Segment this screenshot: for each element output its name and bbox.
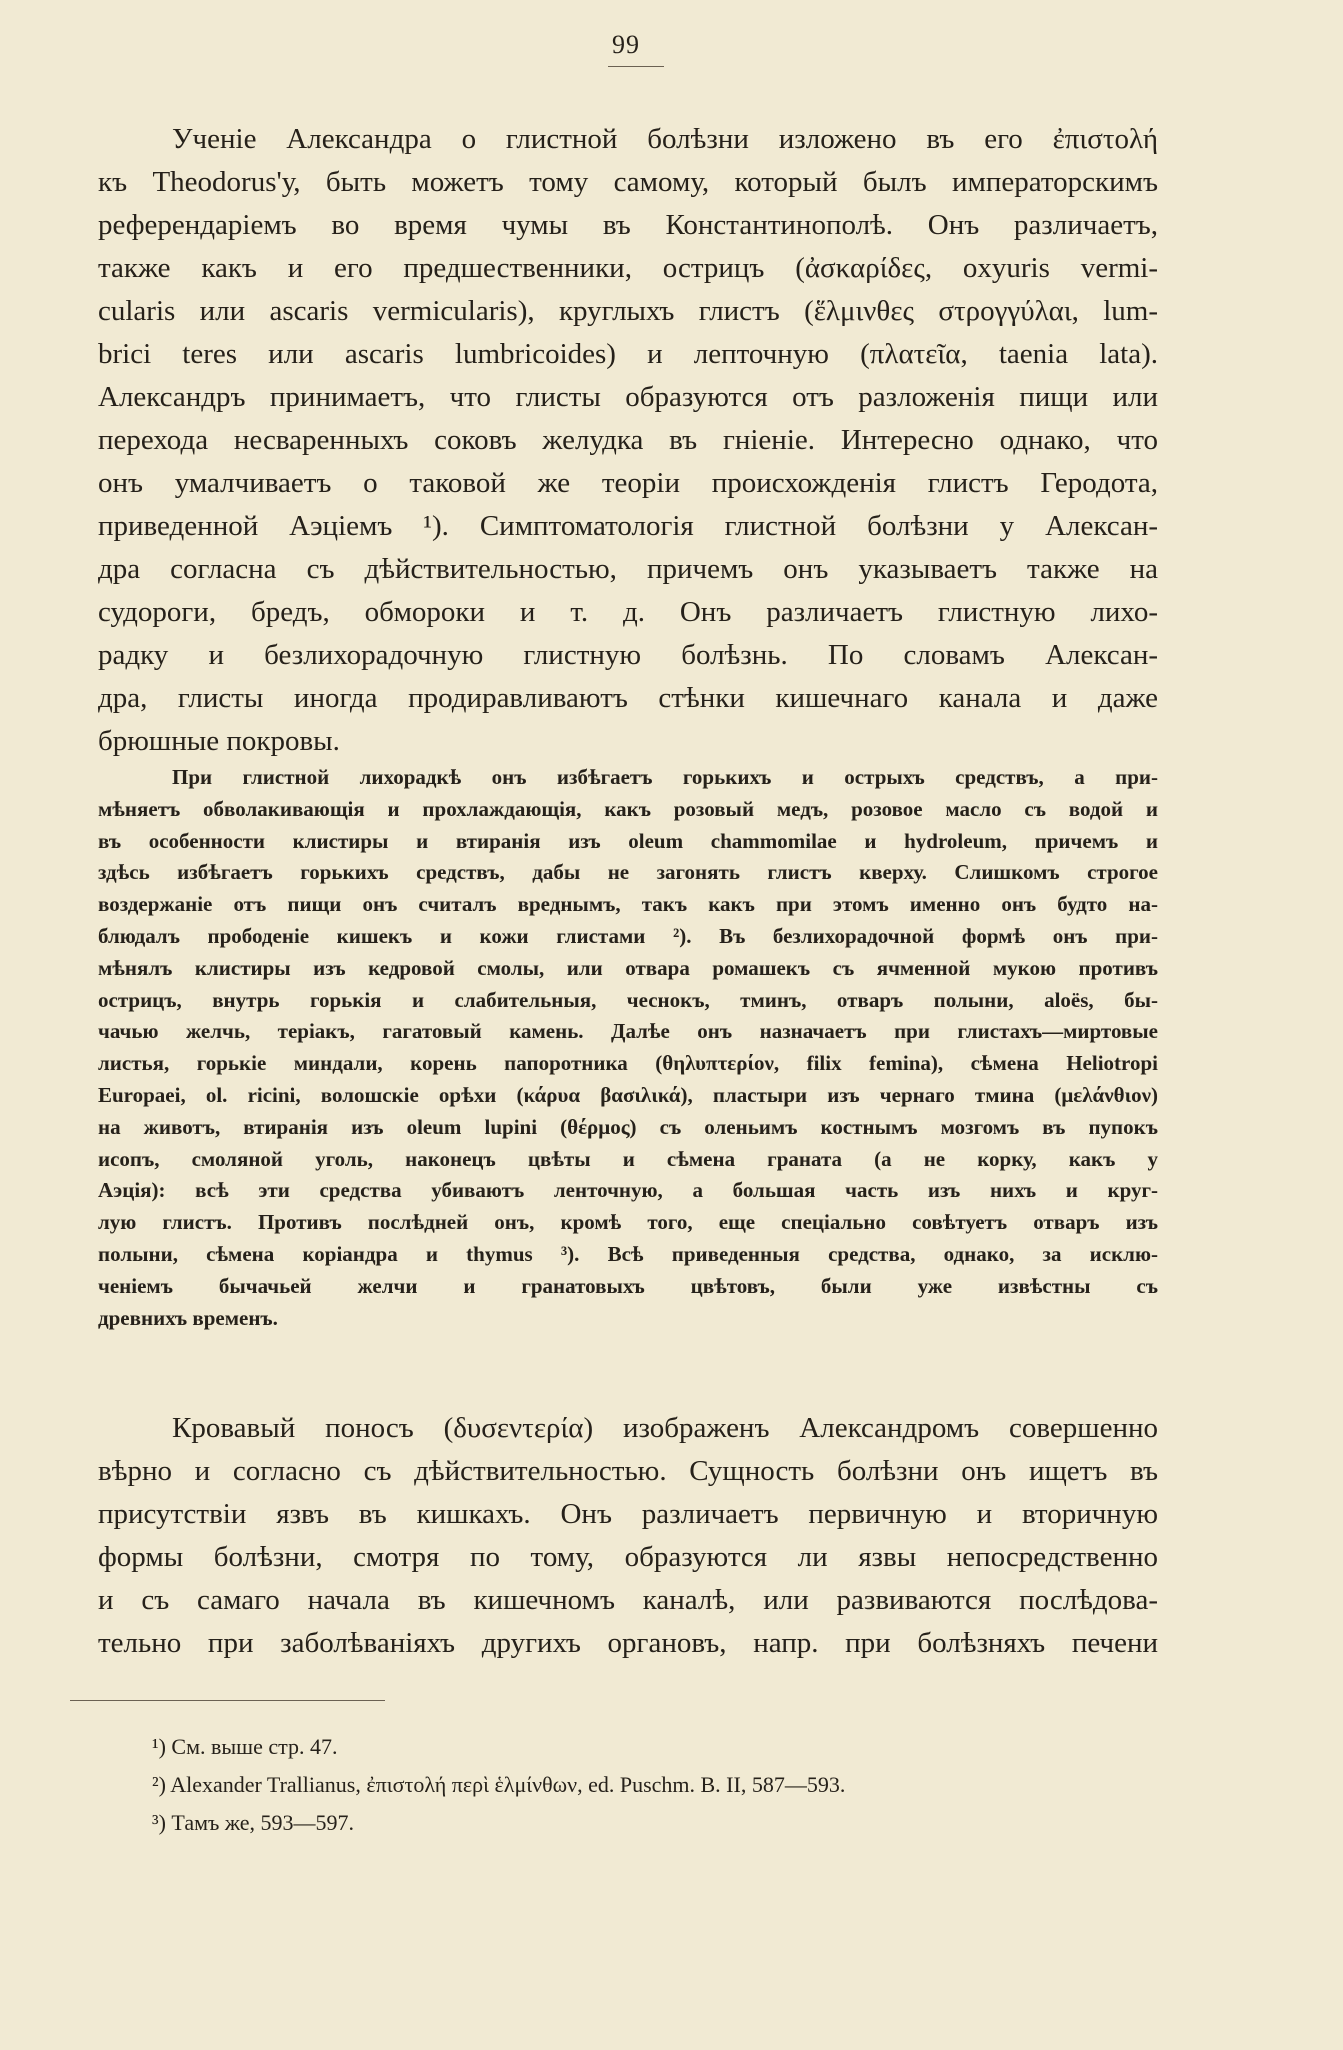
text-line: дра согласна съ дѣйствительностью, причемъ онъ указываетъ также на bbox=[98, 553, 1158, 585]
footnote: ³) Тамъ же, 593—597. bbox=[152, 1810, 355, 1835]
text-line: Аэція): всѣ эти средства убиваютъ ленточную, а большая часть изъ нихъ и круг- bbox=[98, 1178, 1158, 1203]
text-line: онъ умалчиваетъ о таковой же теоріи происхожденія глистъ Геродота, bbox=[98, 467, 1158, 499]
text-line: тельно при заболѣваніяхъ другихъ органовъ, напр. при болѣзняхъ печени bbox=[98, 1627, 1158, 1659]
text-line: исопъ, смоляной уголь, наконецъ цвѣты и сѣмена граната (а не корку, какъ у bbox=[98, 1146, 1158, 1171]
text-line: судороги, бредъ, обмороки и т. д. Онъ различаетъ глистную лихо- bbox=[98, 596, 1158, 628]
text-line: чачью желчь, теріакъ, гагатовый камень. Далѣе онъ назначаетъ при глистахъ—миртовые bbox=[98, 1019, 1158, 1044]
footnote: ¹) См. выше стр. 47. bbox=[152, 1734, 338, 1759]
text-line: Александръ принимаетъ, что глисты образуются отъ разложенія пищи или bbox=[98, 381, 1158, 413]
text-line: лую глистъ. Противъ послѣдней онъ, кромѣ того, еще спеціально совѣтуетъ отваръ изъ bbox=[98, 1210, 1158, 1235]
text-line: острицъ, внутрь горькія и слабительныя, чеснокъ, тминъ, отваръ полыни, aloës, бы- bbox=[98, 987, 1158, 1012]
footnote-rule bbox=[70, 1700, 385, 1701]
text-line: также какъ и его предшественники, острицъ (ἀσκαρίδες, oxyuris vermi- bbox=[98, 252, 1158, 284]
paragraph-dysentery bbox=[98, 1407, 1158, 1665]
text-line: здѣсь избѣгаетъ горькихъ средствъ, дабы не загонять глистъ кверху. Слишкомъ строгое bbox=[98, 860, 1158, 885]
text-line: При глистной лихорадкѣ онъ избѣгаетъ горькихъ и острыхъ средствъ, а при- bbox=[172, 765, 1158, 789]
text-line: brici teres или ascaris lumbricoides) и лепточную (πλατεῖα, taenia lata). bbox=[98, 338, 1158, 370]
text-line: къ Theodorus'у, быть можетъ тому самому, который былъ императорскимъ bbox=[98, 166, 1158, 198]
text-line: формы болѣзни, смотря по тому, образуются ли язвы непосредственно bbox=[98, 1541, 1158, 1573]
text-line: дра, глисты иногда продиравливаютъ стѣнки кишечнаго канала и даже bbox=[98, 682, 1158, 714]
text-line: листья, горькіе миндали, корень папоротника (θηλυπτερίον, filix femina), сѣмена Heliotropi bbox=[98, 1051, 1158, 1076]
paragraph-helminths bbox=[98, 118, 1158, 763]
text-line: блюдалъ прободеніе кишекъ и кожи глистами ²). Въ безлихорадочной формѣ онъ при- bbox=[98, 923, 1158, 948]
text-line: на животъ, втиранія изъ oleum lupini (θέρμος) съ оленьимъ костнымъ мозгомъ въ пупокъ bbox=[98, 1114, 1158, 1139]
text-line: полыни, сѣмена коріандра и thymus ³). Всѣ приведенныя средства, однако, за исклю- bbox=[98, 1241, 1158, 1266]
footnote: ²) Alexander Trallianus, ἐπιστολή περὶ ἑλμίνθων, ed. Puschm. B. II, 587—593. bbox=[152, 1772, 846, 1797]
text-line: референдаріемъ во время чумы въ Константинополѣ. Онъ различаетъ, bbox=[98, 209, 1158, 241]
text-line: радку и безлихорадочную глистную болѣзнь. По словамъ Алексан- bbox=[98, 639, 1158, 671]
text-line: присутствіи язвъ въ кишкахъ. Онъ различаетъ первичную и вторичную bbox=[98, 1498, 1158, 1530]
text-line: Ученіе Александра о глистной болѣзни изложено въ его ἐπιστολή bbox=[172, 123, 1158, 155]
text-line: брюшные покровы. bbox=[98, 725, 340, 757]
text-line: древнихъ временъ. bbox=[98, 1305, 278, 1330]
footnotes bbox=[152, 1728, 845, 1842]
text-line: перехода несваренныхъ соковъ желудка въ гніеніе. Интересно однако, что bbox=[98, 424, 1158, 456]
text-line: воздержаніе отъ пищи онъ считалъ вреднымъ, такъ какъ при этомъ именно онъ будто на- bbox=[98, 892, 1158, 917]
text-line: мѣнялъ клистиры изъ кедровой смолы, или отвара ромашекъ съ ячменной мукою противъ bbox=[98, 955, 1158, 980]
text-line: Europaei, ol. ricini, волошскіе орѣхи (κάρυα βασιλικά), пластыри изъ чернаго тмина (μελάνθιον) bbox=[98, 1082, 1158, 1107]
text-line: въ особенности клистиры и втиранія изъ oleum chammomilae и hydroleum, причемъ и bbox=[98, 828, 1158, 853]
text-line: приведенной Аэціемъ ¹). Симптоматологія глистной болѣзни у Алексан- bbox=[98, 510, 1158, 542]
text-line: cularis или ascaris vermicularis), круглыхъ глистъ (ἕλμινθες στρογγύλαι, lum- bbox=[98, 295, 1158, 327]
text-line: и съ самаго начала въ кишечномъ каналѣ, или развиваются послѣдова- bbox=[98, 1584, 1158, 1616]
text-line: мѣняетъ обволакивающія и прохлаждающія, какъ розовый медъ, розовое масло съ водой и bbox=[98, 796, 1158, 821]
text-line: Кровавый поносъ (δυσεντερία) изображенъ Александромъ совершенно bbox=[172, 1412, 1158, 1444]
text-line: вѣрно и согласно съ дѣйствительностью. Сущность болѣзни онъ ищетъ въ bbox=[98, 1455, 1158, 1487]
text-line: ченіемъ бычачьей желчи и гранатовыхъ цвѣтовъ, были уже извѣстны съ bbox=[98, 1273, 1158, 1298]
page-number-rule bbox=[608, 66, 664, 67]
paragraph-small-print bbox=[98, 762, 1158, 1334]
page-number: 99 bbox=[612, 30, 640, 59]
